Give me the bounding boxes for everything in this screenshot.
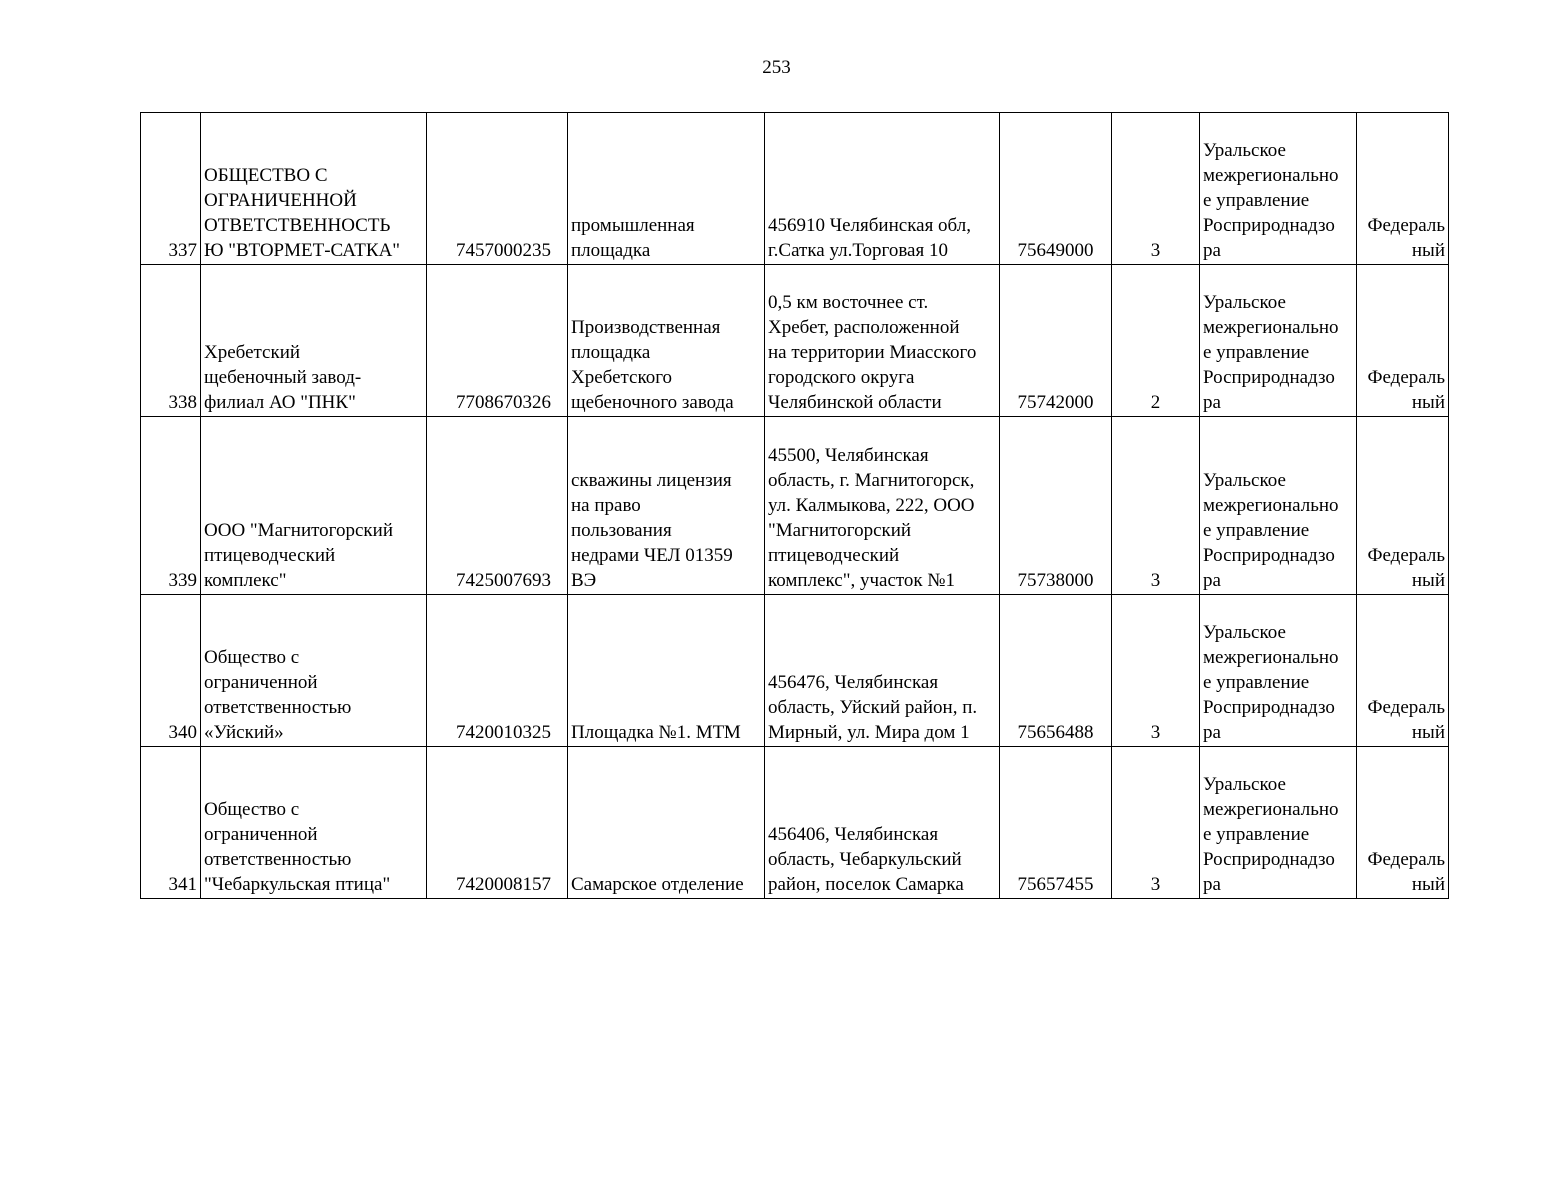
category: 3 <box>1112 595 1200 747</box>
row-number: 338 <box>141 265 201 417</box>
row-number: 340 <box>141 595 201 747</box>
organization-name: Общество с ограниченной ответственностью «Уйский» <box>201 595 427 747</box>
inn: 7420010325 <box>427 595 568 747</box>
supervisory-authority: Уральское межрегионально е управление Росприроднадзо ра <box>1200 265 1357 417</box>
oktmo-code: 75657455 <box>1000 747 1112 899</box>
object-name: скважины лицензия на право пользования недрами ЧЕЛ 01359 ВЭ <box>568 417 765 595</box>
inn: 7708670326 <box>427 265 568 417</box>
object-name: Производственная площадка Хребетского щебеночного завода <box>568 265 765 417</box>
row-number: 339 <box>141 417 201 595</box>
table-row <box>141 747 1449 899</box>
table-row <box>141 113 1449 265</box>
registry-table <box>140 112 1449 899</box>
row-number: 341 <box>141 747 201 899</box>
supervisory-authority: Уральское межрегионально е управление Росприроднадзо ра <box>1200 747 1357 899</box>
organization-name: ОБЩЕСТВО С ОГРАНИЧЕННОЙ ОТВЕТСТВЕННОСТЬ Ю "ВТОРМЕТ-САТКА" <box>201 113 427 265</box>
object-name: Площадка №1. МТМ <box>568 595 765 747</box>
supervision-level: Федераль ный <box>1357 747 1449 899</box>
oktmo-code: 75738000 <box>1000 417 1112 595</box>
inn: 7457000235 <box>427 113 568 265</box>
row-number: 337 <box>141 113 201 265</box>
oktmo-code: 75656488 <box>1000 595 1112 747</box>
organization-name: Хребетский щебеночный завод- филиал АО "ПНК" <box>201 265 427 417</box>
category: 2 <box>1112 265 1200 417</box>
supervisory-authority: Уральское межрегионально е управление Росприроднадзо ра <box>1200 113 1357 265</box>
object-address: 456406, Челябинская область, Чебаркульский район, поселок Самарка <box>765 747 1000 899</box>
supervision-level: Федераль ный <box>1357 417 1449 595</box>
inn: 7420008157 <box>427 747 568 899</box>
object-name: Самарское отделение <box>568 747 765 899</box>
supervisory-authority: Уральское межрегионально е управление Росприроднадзо ра <box>1200 595 1357 747</box>
object-name: промышленная площадка <box>568 113 765 265</box>
page-number: 253 <box>762 57 791 78</box>
organization-name: ООО "Магнитогорский птицеводческий комплекс" <box>201 417 427 595</box>
supervision-level: Федераль ный <box>1357 113 1449 265</box>
category: 3 <box>1112 747 1200 899</box>
object-address: 456910 Челябинская обл, г.Сатка ул.Торговая 10 <box>765 113 1000 265</box>
category: 3 <box>1112 113 1200 265</box>
supervision-level: Федераль ный <box>1357 595 1449 747</box>
oktmo-code: 75649000 <box>1000 113 1112 265</box>
oktmo-code: 75742000 <box>1000 265 1112 417</box>
object-address: 45500, Челябинская область, г. Магнитогорск, ул. Калмыкова, 222, ООО "Магнитогорский птицеводческий комплекс", участок №1 <box>765 417 1000 595</box>
table-row <box>141 595 1449 747</box>
table-row <box>141 417 1449 595</box>
inn: 7425007693 <box>427 417 568 595</box>
table-row <box>141 265 1449 417</box>
organization-name: Общество с ограниченной ответственностью "Чебаркульская птица" <box>201 747 427 899</box>
object-address: 0,5 км восточнее ст. Хребет, расположенной на территории Миасского городского округа Челябинской области <box>765 265 1000 417</box>
object-address: 456476, Челябинская область, Уйский район, п. Мирный, ул. Мира дом 1 <box>765 595 1000 747</box>
category: 3 <box>1112 417 1200 595</box>
supervision-level: Федераль ный <box>1357 265 1449 417</box>
supervisory-authority: Уральское межрегионально е управление Росприроднадзо ра <box>1200 417 1357 595</box>
